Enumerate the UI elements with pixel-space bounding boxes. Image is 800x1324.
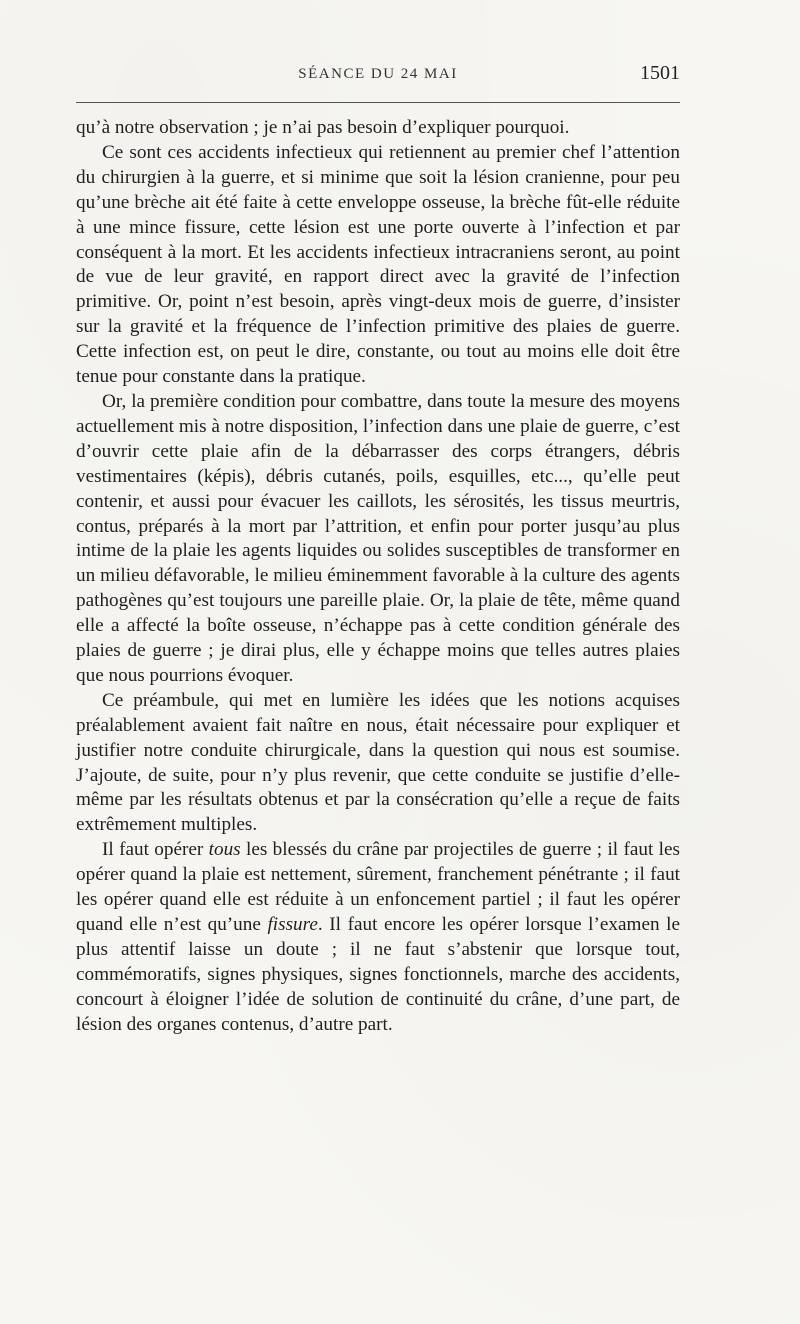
running-head: SÉANCE DU 24 MAI	[298, 66, 458, 82]
text-segment: Il faut opérer	[102, 839, 209, 861]
emphasis-tous: tous	[208, 839, 241, 861]
paragraph-first-condition: Or, la première condition pour combattre, dans toute la mesure des moyens actuellement mis à notre disposition, l’infection dans une plaie de guerre, c’est d’ouvrir cette plaie afin de la débarrasser des corps étrangers, débris vestimentaires (képis), débris cutanés, poils, esquilles, etc..., qu’elle peut contenir, et aussi pour évacuer les caillots, les sérosités, les tissus meurtris, contus, préparés à la mort par l’attrition, et enfin pour porter jusqu’au plus intime de la plaie les agents liquides ou solides susceptibles de transformer en un milieu défavorable, le milieu éminemment favorable à la culture des agents pathogènes qu’est toujours une pareille plaie. Or, la plaie de tête, même quand elle a affecté la boîte osseuse, n’échappe pas à cette condition générale des plaies de guerre ; je dirai plus, elle y échappe moins que telles autres plaies que nous pourrions évoquer.	[76, 390, 680, 686]
body-text	[76, 116, 680, 1038]
page-header	[76, 62, 680, 90]
page-number: 1501	[640, 62, 680, 84]
text-segment: les blessés du crâne par projectiles de guerre ; il faut les opérer quand la plaie est nettement, sûrement, franchement pénétrante ; il faut les opérer quand elle est réduite à un enfoncement partiel ; il faut les opérer quand elle n’est qu’une	[76, 839, 680, 935]
paragraph-infectious-accidents: Ce sont ces accidents infectieux qui retiennent au premier chef l’attention du chirurgien à la guerre, et si minime que soit la lésion cranienne, pour peu qu’une brèche ait été faite à cette enveloppe osseuse, la brèche fût-elle réduite à une mince fissure, cette lésion est une porte ouverte à l’infection et par conséquent à la mort. Et les accidents infectieux intracraniens seront, au point de vue de leur gravité, en rapport direct avec la gravité de l’infection primitive. Or, point n’est besoin, après vingt-deux mois de guerre, d’insister sur la gravité et la fréquence de l’infection primitive des plaies de guerre. Cette infection est, on peut le dire, constante, ou tout au moins elle doit être tenue pour constante dans la pratique.	[76, 141, 680, 388]
text-segment: . Il faut encore les opérer lorsque l’examen le plus attentif laisse un doute ; il ne faut s’abstenir que lorsque tout, commémoratifs, signes physiques, signes fonctionnels, marche des accidents, concourt à éloigner l’idée de solution de continuité du crâne, d’une part, de lésion des organes contenus, d’autre part.	[76, 914, 680, 1035]
paragraph-continuation: qu’à notre observation ; je n’ai pas besoin d’expliquer pourquoi.	[76, 117, 570, 138]
paragraph-preamble: Ce préambule, qui met en lumière les idées que les notions acquises préalablement avaient fait naître en nous, était nécessaire pour expliquer et justifier notre conduite chirurgicale, dans la question qui nous est soumise. J’ajoute, de suite, pour n’y plus revenir, que cette conduite se justifie d’elle-même par les résultats obtenus et par la consécration qu’elle a reçue de faits extrêmement multiples.	[76, 689, 680, 836]
header-rule	[76, 102, 680, 103]
paragraph-operate-all	[76, 838, 680, 1037]
emphasis-fissure: fissure	[267, 914, 318, 935]
